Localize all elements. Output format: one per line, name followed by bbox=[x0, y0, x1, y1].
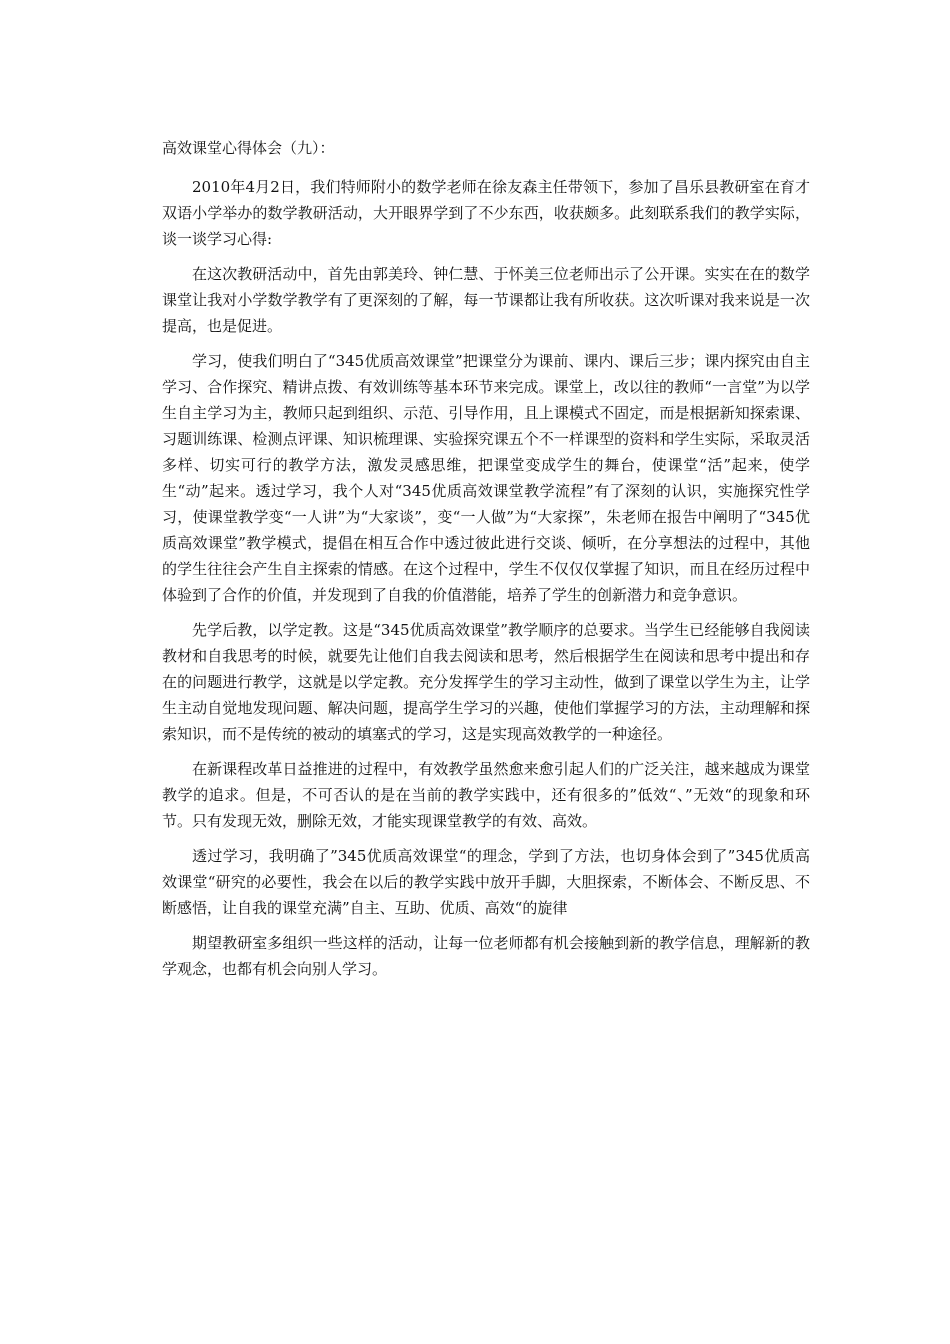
paragraph: 期望教研室多组织一些这样的活动，让每一位老师都有机会接触到新的教学信息，理解新的教学观念，也都有机会向别人学习。 bbox=[162, 934, 810, 978]
paragraph: 透过学习，我明确了”345优质高效课堂“的理念，学到了方法，也切身体会到了”345优质高效课堂“研究的必要性，我会在以后的教学实践中放开手脚，大胆探索，不断体会、不断反思、不断感悟，让自我的课堂充满”自主、互助、优质、高效“的旋律 bbox=[162, 847, 810, 917]
document-title: 高效课堂心得体会（九）： bbox=[162, 139, 335, 157]
document-body bbox=[162, 136, 810, 991]
paragraph: 学习，使我们明白了“345优质高效课堂”把课堂分为课前、课内、课后三步；课内探究由自主学习、合作探究、精讲点拨、有效训练等基本环节来完成。课堂上，改以往的教师“一言堂”为以学生自主学习为主，教师只起到组织、示范、引导作用，且上课模式不固定，而是根据新知探索课、习题训练课、检测点评课、知识梳理课、实验探究课五个不一样课型的资料和学生实际，采取灵活多样、切实可行的教学方法，激发灵感思维，把课堂变成学生的舞台，使课堂“活”起来，使学生“动”起来。透过学习，我个人对“345优质高效课堂教学流程”有了深刻的认识，实施探究性学习，使课堂教学变“一人讲”为“大家谈”，变“一人做”为“大家探”，朱老师在报告中阐明了“345优质高效课堂”教学模式，提倡在相互合作中透过彼此进行交谈、倾听，在分享想法的过程中，其他的学生往往会产生自主探索的情感。在这个过程中，学生不仅仅仅掌握了知识，而且在经历过程中体验到了合作的价值，并发现到了自我的价值潜能，培养了学生的创新潜力和竞争意识。 bbox=[162, 352, 810, 604]
paragraph: 在这次教研活动中，首先由郭美玲、钟仁慧、于怀美三位老师出示了公开课。实实在在的数学课堂让我对小学数学教学有了更深刻的了解，每一节课都让我有所收获。这次听课对我来说是一次提高，也是促进。 bbox=[162, 265, 810, 335]
paragraph: 先学后教，以学定教。这是“345优质高效课堂”教学顺序的总要求。当学生已经能够自我阅读教材和自我思考的时候，就要先让他们自我去阅读和思考，然后根据学生在阅读和思考中提出和存在的问题进行教学，这就是以学定教。充分发挥学生的学习主动性，做到了课堂以学生为主，让学生主动自觉地发现问题、解决问题，提高学生学习的兴趣，使他们掌握学习的方法，主动理解和探索知识，而不是传统的被动的填塞式的学习，这是实现高效教学的一种途径。 bbox=[162, 621, 810, 743]
paragraph: 在新课程改革日益推进的过程中，有效教学虽然愈来愈引起人们的广泛关注，越来越成为课堂教学的追求。但是，不可否认的是在当前的教学实践中，还有很多的”低效“、”无效“的现象和环节。只有发现无效，删除无效，才能实现课堂教学的有效、高效。 bbox=[162, 760, 810, 830]
paragraph: 2010年4月2日，我们特师附小的数学老师在徐友森主任带领下，参加了昌乐县教研室在育才双语小学举办的数学教研活动，大开眼界学到了不少东西，收获颇多。此刻联系我们的教学实际，谈一谈学习心得: bbox=[162, 178, 810, 248]
